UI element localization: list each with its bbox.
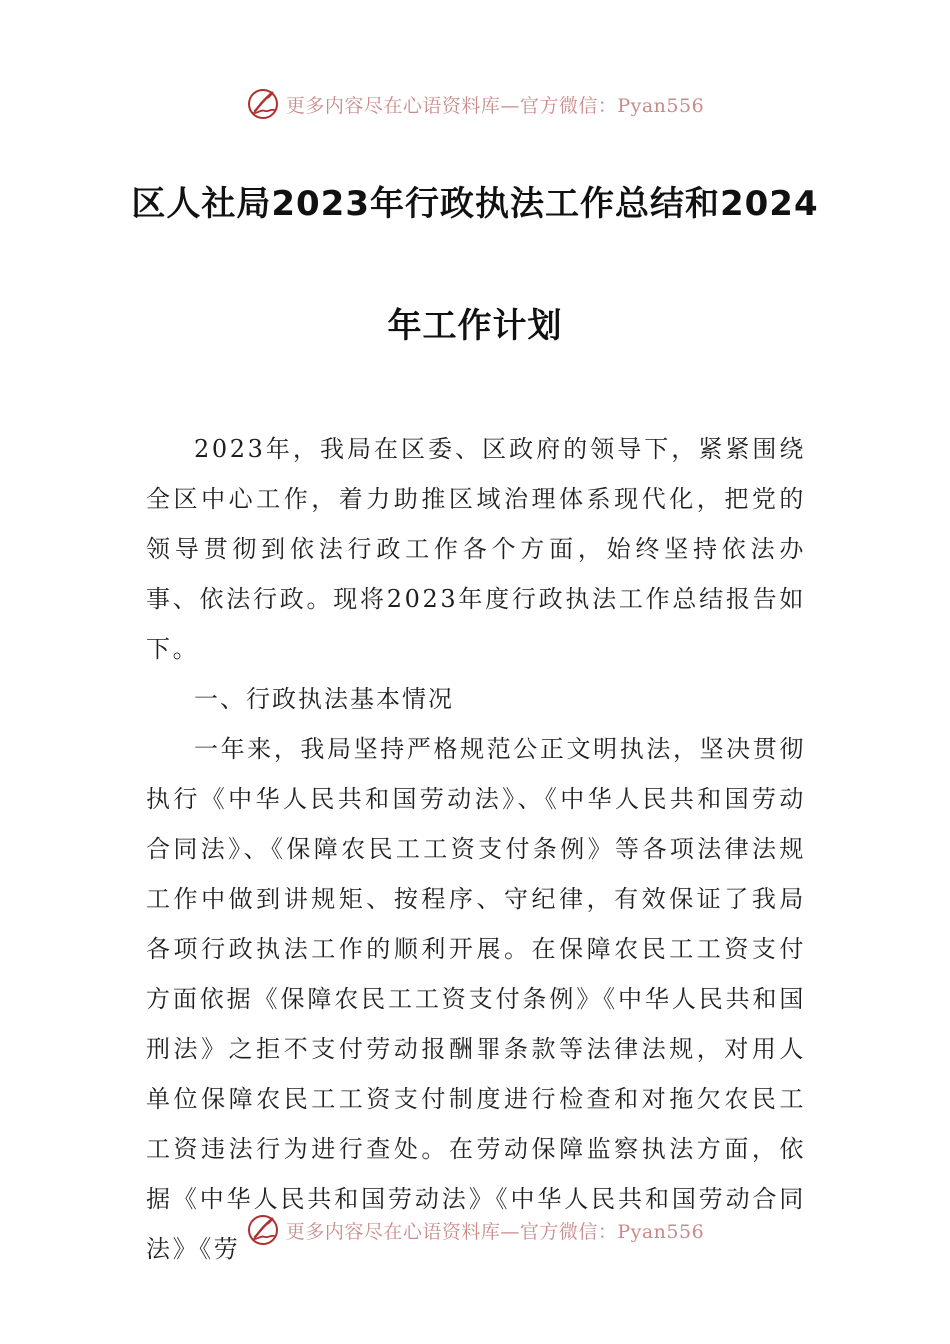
section-heading-1: 一、行政执法基本情况 <box>194 685 454 713</box>
pen-signature-icon <box>246 1213 280 1247</box>
paragraph-intro: 2023年，我局在区委、区政府的领导下，紧紧围绕全区中心工作，着力助推区域治理体系现代化，把党的领导贯彻到依法行政工作各个方面，始终坚持依法办事、依法行政。现将2023年度行政执法工作总结报告如下。 <box>146 435 806 663</box>
pen-signature-icon <box>246 87 280 121</box>
footer-watermark-banner <box>0 1210 950 1250</box>
document-title-line-2: 年工作计划 <box>387 306 563 346</box>
document-body <box>146 424 806 1274</box>
watermark-text: 更多内容尽在心语资料库—官方微信：Pyan556 <box>285 1220 705 1243</box>
document-title-line-1: 区人社局2023年行政执法工作总结和2024 <box>131 184 819 224</box>
paragraph-section-1: 一年来，我局坚持严格规范公正文明执法，坚决贯彻执行《中华人民共和国劳动法》、《中华人民共和国劳动合同法》、《保障农民工工资支付条例》等各项法律法规工作中做到讲规矩、按程序、守纪律，有效保证了我局各项行政执法工作的顺利开展。在保障农民工工资支付方面依据《保障农民工工资支付条例》《中华人民共和国刑法》之拒不支付劳动报酬罪条款等法律法规，对用人单位保障农民工工资支付制度进行检查和对拖欠农民工工资违法行为进行查处。在劳动保障监察执法方面，依据《中华人民共和国劳动法》《中华人民共和国劳动合同法》《劳 <box>146 735 806 1263</box>
watermark-text: 更多内容尽在心语资料库—官方微信：Pyan556 <box>285 94 705 117</box>
header-watermark-banner <box>0 84 950 124</box>
